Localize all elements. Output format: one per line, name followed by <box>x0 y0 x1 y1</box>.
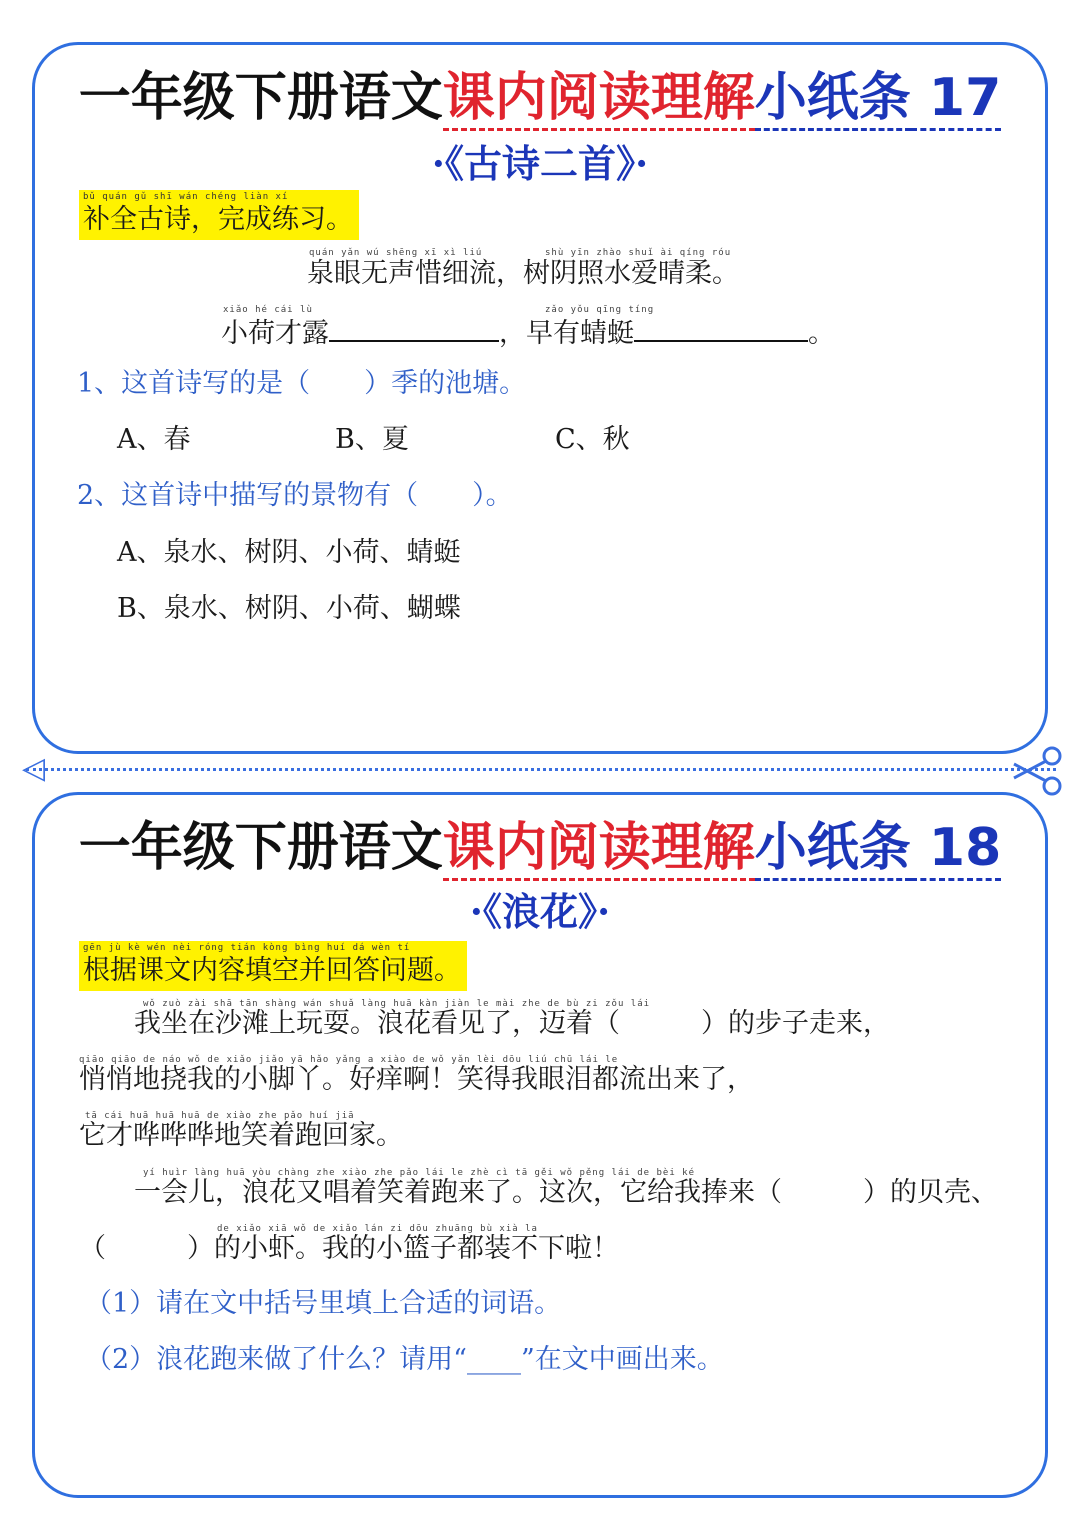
title-number: 18 <box>911 818 1001 881</box>
poem-blank-2[interactable] <box>634 314 808 342</box>
poem-line2-sep: ， <box>499 318 526 349</box>
passage-line3: 它才哗哗哗地笑着跑回家。 <box>79 1120 403 1151</box>
passage-line2: 悄悄地挠我的小脚丫。好痒啊！笑得我眼泪都流出来了， <box>79 1064 754 1095</box>
passage-line1-pinyin: wǒ zuò zài shā tān shàng wán shuǎ làng huā kàn jiàn le mài zhe de bù zi zǒu lái <box>143 999 651 1009</box>
passage-line5: （ ）的小虾。我的小篮子都装不下啦！ <box>79 1233 619 1264</box>
question-2: 2、这首诗中描写的景物有（ ）。 <box>77 480 513 511</box>
card-title <box>35 815 1045 881</box>
passage-line2-pinyin: qiāo qiāo de náo wǒ de xiǎo jiǎo yā hǎo yǎng a xiào de wǒ yǎn lèi dōu liú chū lái le <box>79 1055 619 1065</box>
poem-line1-pinyin-a: quán yǎn wú shēng xī xì liú <box>309 248 483 258</box>
instruction-pinyin: bǔ quán gǔ shī wán chéng liàn xí <box>83 192 289 202</box>
scissors-icon <box>1010 746 1066 798</box>
passage-line4: 一会儿，浪花又唱着笑着跑来了。这次，它给我捧来（ ）的贝壳、 <box>107 1177 998 1208</box>
passage-line3-pinyin: tā cái huā huā huā de xiào zhe pǎo huí jiā <box>85 1111 355 1121</box>
q1-option-b[interactable]: B、夏 <box>335 424 409 455</box>
poem-line2-end: 。 <box>808 318 835 349</box>
poem-line2-part-b: 早有蜻蜓 <box>526 318 634 349</box>
cut-arrow-icon: ◁ <box>22 751 46 786</box>
passage-line4-pinyin: yí huìr làng huā yòu chàng zhe xiào zhe pǎo lái le zhè cì tā gěi wǒ pěng lái de bèi ké <box>143 1168 695 1178</box>
q1-option-c[interactable]: C、秋 <box>555 424 630 455</box>
poem-line2-pinyin-a: xiǎo hé cái lù <box>223 305 313 315</box>
lesson-subtitle: ·《浪花》· <box>469 889 611 934</box>
question-1: （1）请在文中括号里填上合适的词语。 <box>85 1288 562 1319</box>
title-grade-text: 一年级下册语文 <box>78 818 443 878</box>
instruction-highlight <box>79 190 359 240</box>
title-note-text: 小纸条 <box>755 68 911 131</box>
title-reading-text: 课内阅读理解 <box>443 818 755 881</box>
card-title <box>35 65 1045 131</box>
poem-blank-1[interactable] <box>329 314 499 342</box>
worksheet-card-18 <box>32 792 1048 1498</box>
title-note-text: 小纸条 <box>755 818 911 881</box>
poem-line1-pinyin-b: shù yīn zhào shuǐ ài qíng róu <box>545 248 732 258</box>
instruction-pinyin: gēn jù kè wén nèi róng tián kòng bìng huí dá wèn tí <box>83 943 411 953</box>
title-reading-text: 课内阅读理解 <box>443 68 755 131</box>
q2-option-a[interactable]: A、泉水、树阴、小荷、蜻蜓 <box>117 537 461 568</box>
poem-line1: 泉眼无声惜细流，树阴照水爱晴柔。 <box>307 258 739 289</box>
title-number: 17 <box>911 68 1001 131</box>
poem-line2-pinyin-b: zǎo yǒu qīng tíng <box>545 305 655 315</box>
title-grade-text: 一年级下册语文 <box>78 68 443 128</box>
passage-line1: 我坐在沙滩上玩耍。浪花看见了，迈着（ ）的步子走来， <box>107 1008 890 1039</box>
q1-option-a[interactable]: A、春 <box>117 424 191 455</box>
cut-line-divider <box>26 768 1056 771</box>
instruction-text: 补全古诗，完成练习。 <box>83 204 353 235</box>
lesson-subtitle: ·《古诗二首》· <box>431 141 649 186</box>
instruction-text: 根据课文内容填空并回答问题。 <box>83 955 461 986</box>
worksheet-card-17 <box>32 42 1048 754</box>
passage-line5-pinyin: de xiǎo xiā wǒ de xiǎo lán zi dōu zhuāng bù xià la <box>217 1224 538 1234</box>
question-1: 1、这首诗写的是（ ）季的池塘。 <box>77 368 527 399</box>
q2-option-b[interactable]: B、泉水、树阴、小荷、蝴蝶 <box>117 593 461 624</box>
instruction-highlight <box>79 941 467 991</box>
poem-line2 <box>221 314 835 351</box>
question-2: （2）浪花跑来做了什么？请用“____”在文中画出来。 <box>85 1344 724 1375</box>
poem-line2-part-a: 小荷才露 <box>221 318 329 349</box>
